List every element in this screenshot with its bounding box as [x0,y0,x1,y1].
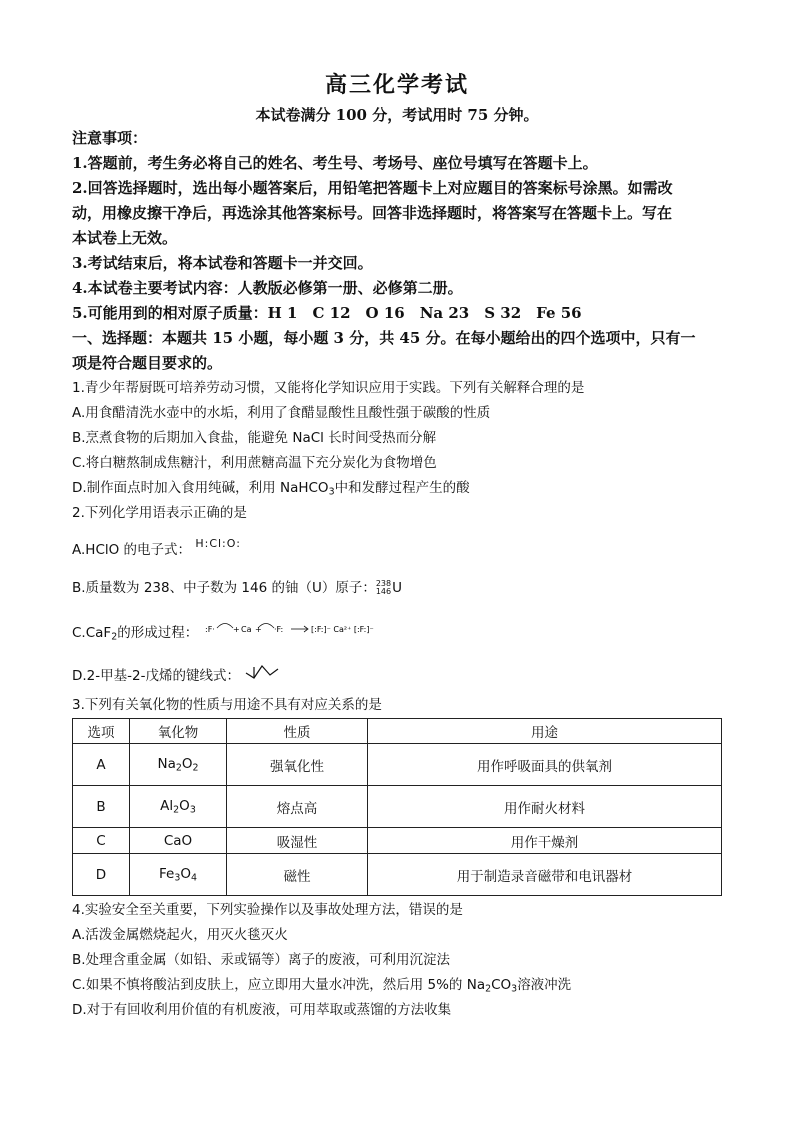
row-property: 熔点高 [227,786,368,828]
row-property: 磁性 [227,854,368,896]
q2-option-b [72,578,722,598]
q4-stem: 4.实验安全至关重要，下列实验操作以及事故处理方法，错误的是 [72,902,463,918]
table-row [73,828,722,854]
row-property: 强氧化性 [227,744,368,786]
row-oxide: $Fe_3O_4$ [130,854,227,896]
row-option: D [73,854,130,896]
row-use: 用于制造录音磁带和电讯器材 [368,854,722,896]
hclo-electron-formula: H:Cl:O: [195,537,241,550]
q4-option-d: D.对于有回收利用价值的有机废液，可用萃取或蒸馏的方法收集 [72,1002,452,1018]
exam-title: 高三化学考试 [324,72,469,98]
svg-text::F·: :F· [204,625,215,634]
skeletal-formula-diagram [244,661,280,679]
q2-b-text: B.质量数为 238、中子数为 146 的铀（U）原子： [72,580,376,596]
q4-c-sub: 2 [485,983,492,995]
q2-option-d [72,666,722,686]
row-option: C [73,828,130,854]
svg-text:Ca: Ca [240,625,251,634]
q4-c-text-post: 溶液冲洗 [517,977,572,993]
q4-c-mid: CO [491,977,512,993]
row-property: 吸湿性 [227,828,368,854]
q2-stem: 2.下列化学用语表示正确的是 [72,505,247,521]
notes-heading: 注意事项： [72,129,148,147]
q4-c-sub: 3 [511,983,518,995]
q4-option-b: B.处理含重金属（如铅、汞或镉等）离子的废液，可利用沉淀法 [72,952,451,968]
svg-text:+: + [254,625,262,634]
table-row [73,786,722,828]
header-property: 性质 [227,719,368,744]
header-use: 用途 [368,719,722,744]
table-row [73,744,722,786]
row-option: A [73,744,130,786]
uranium-isotope-numbers: 238 146 [375,579,392,596]
q1-option-d [72,478,722,502]
q3-table-header [73,719,722,744]
section-heading-cont: 项是符合题目要求的。 [72,354,223,372]
q4-c-text: C.如果不慎将酸沾到皮肤上，应立即用大量水冲洗，然后用 5%的 Na [72,977,486,993]
svg-text:·F:: ·F: [273,625,283,634]
note-item: 动，用橡皮擦干净后，再选涂其他答案标号。回答非选择题时，将答案写在答题卡上。写在 [72,204,673,222]
q3-table [72,718,722,896]
row-oxide: $Al_2O_3$ [130,786,227,828]
q2-c-text: C.CaF [72,625,112,641]
q1-option-b: B.烹煮食物的后期加入食盐，能避免 NaCl 长时间受热而分解 [72,430,437,446]
row-option: B [73,786,130,828]
q2-option-a [72,537,722,560]
row-use: 用作呼吸面具的供氧剂 [368,744,722,786]
q1-d-text-post: 中和发酵过程产生的酸 [334,480,470,496]
note-item: 4.本试卷主要考试内容：人教版必修第一册、必修第二册。 [72,279,463,297]
q1-stem: 1.青少年帮厨既可培养劳动习惯，又能将化学知识应用于实践。下列有关解释合理的是 [72,380,585,396]
q2-option-c [72,623,722,647]
caf2-formation-diagram [203,620,393,638]
q1-d-text: D.制作面点时加入食用纯碱，利用 NaHCO [72,480,329,496]
note-item: 2.回答选择题时，选出每小题答案后，用铅笔把答题卡上对应题目的答案标号涂黑。如需改 [72,179,673,197]
note-item: 本试卷上无效。 [72,229,178,247]
row-use: 用作耐火材料 [368,786,722,828]
note-item: 3.考试结束后，将本试卷和答题卡一并交回。 [72,254,373,272]
q4-option-a: A.活泼金属燃烧起火，用灭火毯灭火 [72,927,288,943]
section-heading: 一、选择题：本题共 15 小题，每小题 3 分，共 45 分。在每小题给出的四个选项中，只有一 [72,329,696,347]
q1-option-c: C.将白糖熬制成焦糖汁，利用蔗糖高温下充分炭化为食物增色 [72,455,437,471]
q2-c-text-post: 的形成过程： [117,625,199,641]
q1-option-a: A.用食醋清洗水壶中的水垢，利用了食醋显酸性且酸性强于碳酸的性质 [72,405,491,421]
q1-d-sub: 3 [328,486,335,498]
q2-a-text: A.HClO 的电子式： [72,542,192,558]
q2-c-sub: 2 [111,631,118,643]
header-option: 选项 [73,719,130,744]
svg-text:+: + [232,625,240,634]
header-oxide: 氧化物 [130,719,227,744]
q4-option-c [72,975,722,999]
q3-stem: 3.下列有关氧化物的性质与用途不具有对应关系的是 [72,697,382,713]
exam-subtitle: 本试卷满分 100 分，考试用时 75 分钟。 [255,106,539,124]
row-oxide: CaO [130,828,227,854]
uranium-symbol: U [392,580,403,596]
row-use: 用作干燥剂 [368,828,722,854]
row-oxide: $Na_2O_2$ [130,744,227,786]
svg-text:[:F:]⁻ Ca²⁺ [:F:]⁻: [:F:]⁻ Ca²⁺ [:F:]⁻ [310,625,374,634]
q2-d-text: D.2-甲基-2-戊烯的键线式： [72,668,240,684]
table-row [73,854,722,896]
note-item: 1.答题前，考生务必将自己的姓名、考生号、考场号、座位号填写在答题卡上。 [72,154,598,172]
note-item: 5.可能用到的相对原子质量：H 1 C 12 O 16 Na 23 S 32 Fe 56 [72,304,582,322]
